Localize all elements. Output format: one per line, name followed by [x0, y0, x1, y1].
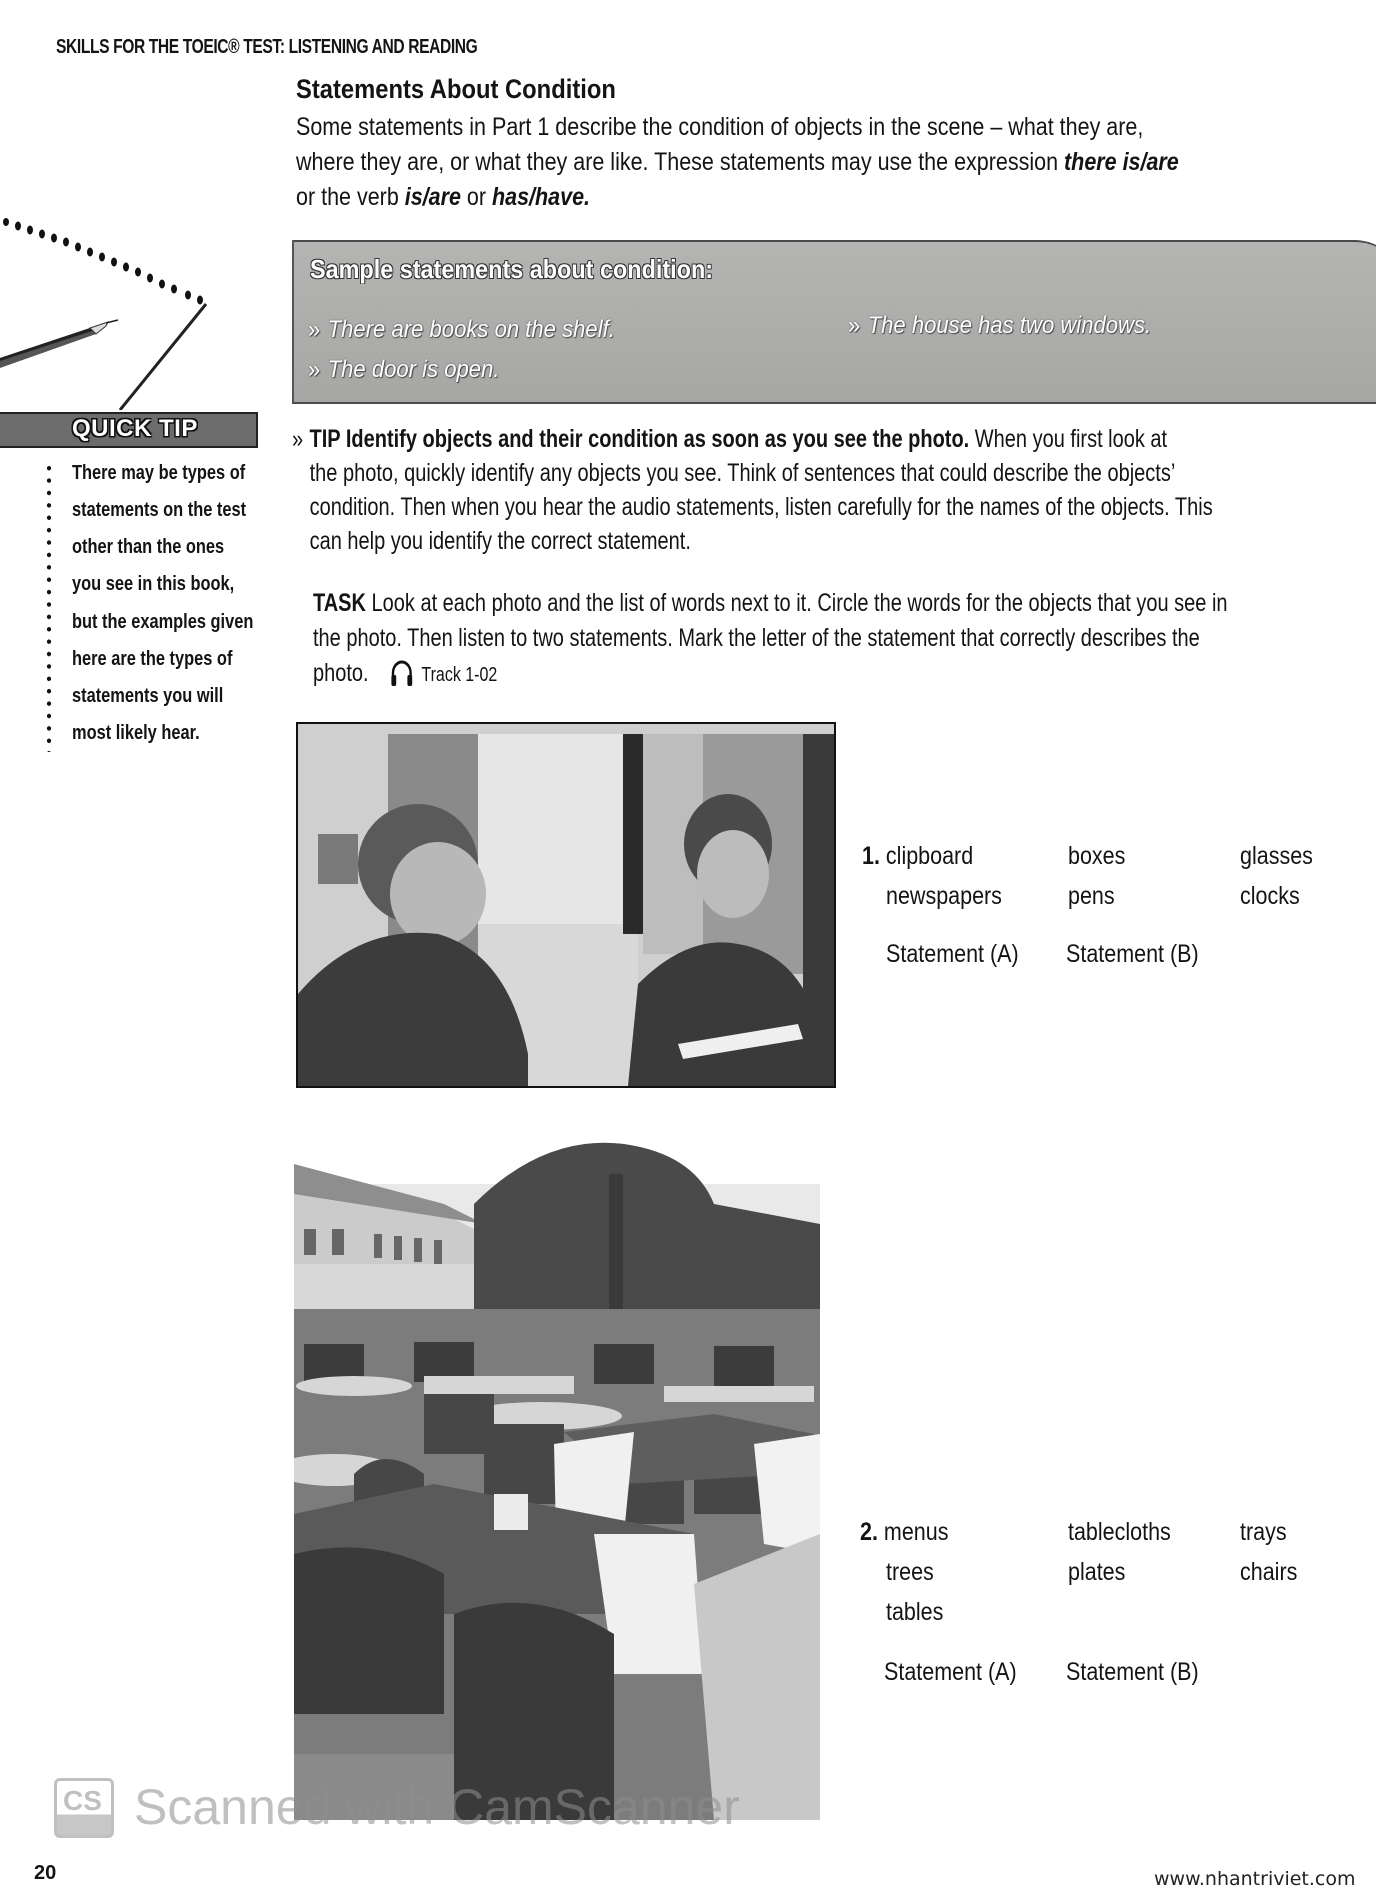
- quick-tip-banner: [0, 412, 258, 448]
- word-option[interactable]: pens: [1068, 882, 1115, 910]
- word-option[interactable]: tablecloths: [1068, 1518, 1171, 1546]
- running-header: SKILLS FOR THE TOEIC® TEST: LISTENING AND READING: [56, 36, 478, 58]
- watermark-text: Scanned with CamScanner: [134, 1779, 740, 1835]
- intro-text: or the verb: [296, 183, 405, 211]
- audio-track-label[interactable]: Track 1-02: [421, 664, 498, 686]
- sample-box-title: Sample statements about condition:: [310, 254, 714, 284]
- word-option[interactable]: menus: [883, 1518, 949, 1546]
- quick-tip-line: other than the ones: [72, 536, 225, 558]
- word-option[interactable]: trees: [886, 1558, 934, 1586]
- headphones-icon[interactable]: [389, 659, 413, 687]
- tip-heading: TIP Identify objects and their condition as soon as you see the photo.: [309, 425, 970, 453]
- statement-a-option[interactable]: Statement (A): [886, 940, 1019, 968]
- intro-emphasis: is/are: [404, 183, 461, 211]
- quick-tip-line: There may be types of: [72, 462, 246, 484]
- word-option[interactable]: chairs: [1240, 1558, 1298, 1586]
- tip-text: can help you identify the correct statement.: [309, 527, 691, 555]
- outdoor-cafe-image: [294, 1114, 820, 1820]
- quick-tip-line: statements on the test: [72, 499, 247, 521]
- question-2-photo: [294, 1114, 820, 1820]
- question-number: 1.: [862, 842, 880, 870]
- camscanner-logo-icon: CS: [54, 1778, 114, 1838]
- word-option[interactable]: glasses: [1240, 842, 1313, 870]
- word-option[interactable]: newspapers: [886, 882, 1002, 910]
- sample-statement: » The door is open.: [308, 356, 500, 383]
- section-title: Statements About Condition: [296, 74, 616, 104]
- bullet-chevron-icon: »: [308, 356, 321, 383]
- intro-paragraph: [296, 110, 1371, 215]
- tip-text: the photo, quickly identify any objects you see. Think of sentences that could describe the objects’: [309, 459, 1176, 487]
- intro-emphasis: there is/are: [1064, 148, 1179, 176]
- sample-statement: » There are books on the shelf.: [308, 316, 615, 343]
- word-option[interactable]: tables: [886, 1598, 944, 1626]
- tip-text: condition. Then when you hear the audio statements, listen carefully for the names of the objects. This: [309, 493, 1213, 521]
- word-option[interactable]: boxes: [1068, 842, 1126, 870]
- task-text: photo.: [313, 659, 369, 687]
- statement-b-option[interactable]: Statement (B): [1066, 940, 1199, 968]
- bullet-chevron-icon: »: [292, 425, 304, 453]
- word-option[interactable]: trays: [1240, 1518, 1287, 1546]
- quick-tip-line: most likely hear.: [72, 722, 200, 744]
- question-number: 2.: [860, 1518, 878, 1546]
- quick-tip-line: here are the types of: [72, 648, 233, 670]
- office-scene-image: [298, 724, 834, 1086]
- task-paragraph: TASK Look at each photo and the list of words next to it. Circle the words for the objects that you see in the photo. Then listen to two statements. Mark the letter of the statement that correctly describes the photo. Track 1-02: [313, 586, 1376, 693]
- question-1-photo: [296, 722, 836, 1088]
- question-2-number-word: [860, 1518, 948, 1547]
- quick-tip-line: you see in this book,: [72, 573, 235, 595]
- sample-statements-box: [292, 240, 1376, 404]
- intro-text: or: [460, 183, 493, 211]
- quick-tip-line: but the examples given: [72, 611, 254, 633]
- page-number: 20: [34, 1862, 57, 1884]
- intro-text: Some statements in Part 1 describe the condition of objects in the scene – what they are,: [296, 113, 1144, 141]
- word-option[interactable]: clipboard: [885, 842, 974, 870]
- statement-b-option[interactable]: Statement (B): [1066, 1658, 1199, 1686]
- intro-text: where they are, or what they are like. These statements may use the expression: [296, 148, 1065, 176]
- task-label: TASK: [313, 589, 366, 617]
- bullet-chevron-icon: »: [308, 316, 321, 343]
- sample-statement: » The house has two windows.: [848, 312, 1152, 339]
- intro-emphasis: has/have.: [492, 183, 591, 211]
- quick-tip-line: statements you will: [72, 685, 224, 707]
- notebook-pencil-illustration: [0, 200, 230, 410]
- dotted-rule: [46, 462, 52, 752]
- footer-url: www.nhantriviet.com: [1154, 1868, 1356, 1890]
- question-1-number-word: [862, 842, 973, 871]
- statement-a-option[interactable]: Statement (A): [884, 1658, 1017, 1686]
- bullet-chevron-icon: »: [848, 312, 861, 339]
- word-option[interactable]: clocks: [1240, 882, 1300, 910]
- quick-tip-label: QUICK TIP: [72, 415, 198, 442]
- word-option[interactable]: plates: [1068, 1558, 1126, 1586]
- task-text: the photo. Then listen to two statements. Mark the letter of the statement that correctly describes the: [313, 624, 1200, 652]
- tip-paragraph: » TIP Identify objects and their condition as soon as you see the photo. When you first look at the photo, quickly identify any objects you see. Think of sentences that could describe the objects’ condition. Then when you hear the audio statements, listen carefully for the names of the objects. This can help you identify the correct statement.: [292, 422, 1332, 558]
